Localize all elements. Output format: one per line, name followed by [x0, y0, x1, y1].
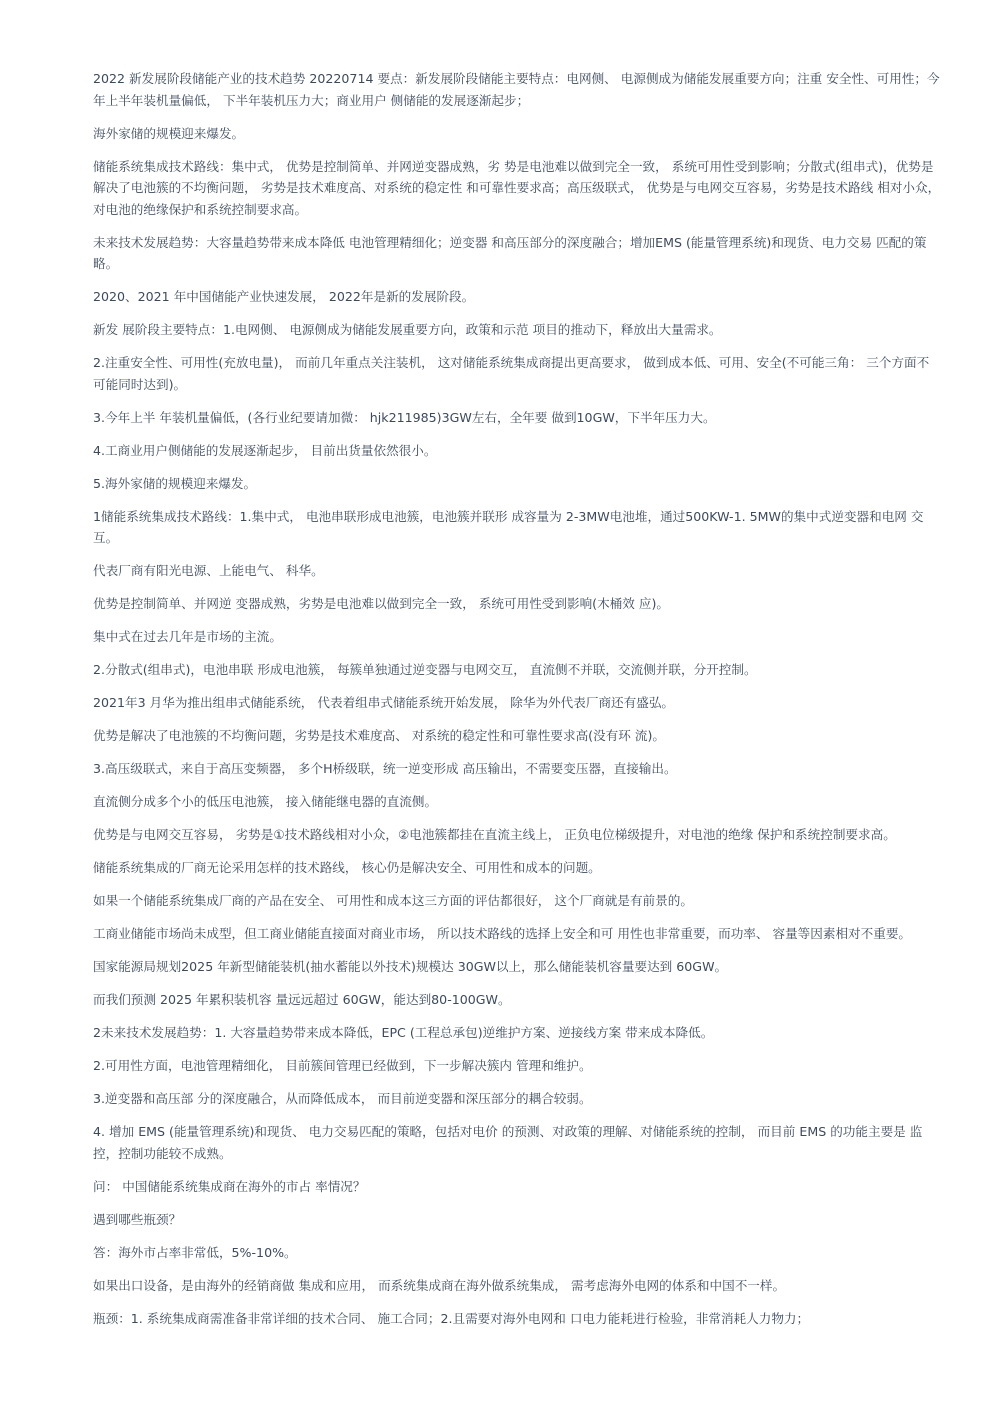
paragraph: 2021年3 月华为推出组串式储能系统， 代表着组串式储能系统开始发展， 除华为外代表厂商还有盛弘。	[93, 695, 675, 710]
paragraph: 3.今年上半 年装机量偏低，(各行业纪要请加微： hjk211985)3GW左右，全年要 做到10GW，下半年压力大。	[93, 409, 716, 425]
paragraph: 4. 增加 EMS (能量管理系统)和现货、 电力交易匹配的策略，包括对电价 的预测、对政策的理解、对储能系统的控制， 而目前 EMS 的功能主要是 监控，控制功能较不成熟。	[93, 1124, 923, 1161]
paragraph: 2.注重安全性、可用性(充放电量)， 而前几年重点关注装机， 这对储能系统集成商提出更高要求， 做到成本低、可用、安全(不可能三角： 三个方面不可能同时达到)。	[93, 355, 930, 392]
paragraph: 3.高压级联式，来自于高压变频器， 多个H桥级联，统一逆变形成 高压输出，不需要变压器，直接输出。	[93, 761, 677, 776]
paragraph: 4.工商业用户侧储能的发展逐渐起步， 目前出货量依然很小。	[93, 442, 437, 458]
paragraph: 国家能源局规划2025 年新型储能装机(抽水蓄能以外技术)规模达 30GW以上，那么储能装机容量要达到 60GW。	[93, 959, 728, 974]
document-page	[93, 68, 941, 1341]
paragraph: 优势是解决了电池簇的不均衡问题，劣势是技术难度高、 对系统的稳定性和可靠性要求高(没有环 流)。	[93, 728, 665, 743]
paragraph: 而我们预测 2025 年累积装机容 量远远超过 60GW，能达到80-100GW。	[93, 992, 511, 1007]
paragraph: 储能系统集成的厂商无论采用怎样的技术路线， 核心仍是解决安全、可用性和成本的问题。	[93, 860, 601, 875]
paragraph: 如果出口设备，是由海外的经销商做 集成和应用， 而系统集成商在海外做系统集成， 需考虑海外电网的体系和中国不一样。	[93, 1277, 786, 1293]
paragraph: 2.可用性方面，电池管理精细化， 目前簇间管理已经做到，下一步解决簇内 管理和维护。	[93, 1058, 592, 1073]
paragraph-question: 遇到哪些瓶颈？	[93, 1211, 182, 1227]
paragraph: 瓶颈：1. 系统集成商需准备非常详细的技术合同、 施工合同；2.且需要对海外电网和 口电力能耗进行检验，非常消耗人力物力；	[93, 1310, 810, 1326]
paragraph: 2未来技术发展趋势：1. 大容量趋势带来成本降低，EPC (工程总承包)逆维护方案、逆接线方案 带来成本降低。	[93, 1025, 714, 1040]
paragraph: 储能系统集成技术路线：集中式， 优势是控制简单、并网逆变器成熟，劣 势是电池难以做到完全一致， 系统可用性受到影响；分散式(组串式)，优势是解决了电池簇的不均衡问题， 劣势是技术难度高、对系统的稳定性 和可靠性要求高；高压级联式， 优势是与电网交互容易，劣势是技术路线 相对小众，对电池的绝缘保护和系统控制要求高。	[93, 158, 941, 217]
paragraph-summary: 2022 新发展阶段储能产业的技术趋势 20220714 要点：新发展阶段储能主要特点：电网侧、 电源侧成为储能发展重要方向；注重 安全性、可用性；今年上半年装机量偏低， 下半年装机压力大；商业用户 侧储能的发展逐渐起步；	[93, 71, 940, 108]
paragraph: 集中式在过去几年是市场的主流。	[93, 629, 282, 644]
paragraph: 优势是控制简单、并网逆 变器成熟，劣势是电池难以做到完全一致， 系统可用性受到影响(木桶效 应)。	[93, 596, 669, 611]
paragraph: 工商业储能市场尚未成型，但工商业储能直接面对商业市场， 所以技术路线的选择上安全和可 用性也非常重要，而功率、 容量等因素相对不重要。	[93, 926, 912, 941]
paragraph: 5.海外家储的规模迎来爆发。	[93, 475, 257, 491]
paragraph-question: 问： 中国储能系统集成商在海外的市占 率情况？	[93, 1178, 366, 1194]
paragraph: 2.分散式(组串式)，电池串联 形成电池簇， 每簇单独通过逆变器与电网交互， 直流侧不并联，交流侧并联，分开控制。	[93, 662, 757, 677]
paragraph: 未来技术发展趋势：大容量趋势带来成本降低 电池管理精细化；逆变器 和高压部分的深度融合；增加EMS (能量管理系统)和现货、电力交易 匹配的策略。	[93, 234, 927, 271]
paragraph: 海外家储的规模迎来爆发。	[93, 125, 245, 141]
paragraph: 如果一个储能系统集成厂商的产品在安全、 可用性和成本这三方面的评估都很好， 这个厂商就是有前景的。	[93, 893, 693, 908]
paragraph: 优势是与电网交互容易， 劣势是①技术路线相对小众，②电池簇都挂在直流主线上， 正负电位梯级提升，对电池的绝缘 保护和系统控制要求高。	[93, 827, 896, 842]
paragraph-answer: 答：海外市占率非常低，5%-10%。	[93, 1244, 297, 1260]
paragraph: 直流侧分成多个小的低压电池簇， 接入储能继电器的直流侧。	[93, 794, 438, 809]
paragraph: 代表厂商有阳光电源、上能电气、 科华。	[93, 563, 324, 578]
paragraph: 1储能系统集成技术路线：1.集中式， 电池串联形成电池簇，电池簇并联形 成容量为 2-3MW电池堆，通过500KW-1. 5MW的集中式逆变器和电网 交互。	[93, 508, 924, 545]
paragraph: 2020、2021 年中国储能产业快速发展， 2022年是新的发展阶段。	[93, 289, 475, 304]
paragraph: 3.逆变器和高压部 分的深度融合，从而降低成本， 而目前逆变器和深压部分的耦合较弱。	[93, 1091, 592, 1106]
paragraph: 新发 展阶段主要特点：1.电网侧、 电源侧成为储能发展重要方向，政策和示范 项目的推动下，释放出大量需求。	[93, 322, 722, 337]
